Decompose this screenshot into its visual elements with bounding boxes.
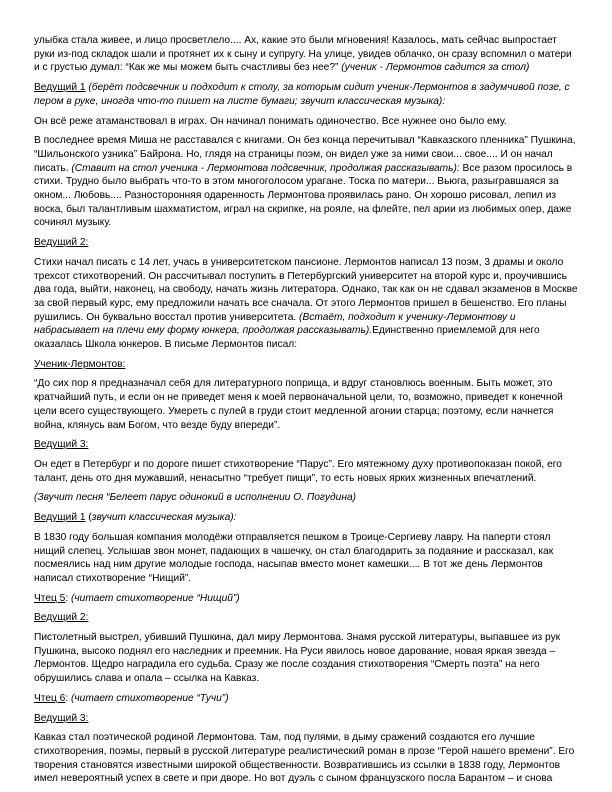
paragraph <box>34 611 580 625</box>
text-run: : <box>65 692 72 704</box>
paragraph <box>34 358 580 372</box>
speaker-label: Ведущий 1 <box>34 512 86 524</box>
speaker-label: Ведущий 1 <box>34 82 86 94</box>
paragraph <box>34 692 580 706</box>
text-run: ( <box>85 512 92 524</box>
paragraph <box>34 115 580 129</box>
text-run: Он едет в Петербург и по дороге пишет стихотворение “Парус”. Его мятежному духу противопоказан покой, его талант, день ото дня мужавший, ненасытно “требует пищи”, то есть новых ярких жизненных впечатлений. <box>34 458 562 484</box>
paragraph <box>34 631 580 686</box>
text-run: Пистолетный выстрел, убивший Пушкина, дал миру Лермонтова. Знамя русской литературы, выпавшее из рук Пушкина, высоко поднял его наследник и преемник. На Руси явилось новое дарование, новая яркая звезда – Лермонтов. Щедро наградила его судьба. Сразу же после создания стихотворения “Смерть поэта” на него обрушились слава и опала – ссылка на Кавказ. <box>34 632 561 685</box>
paragraph <box>34 511 580 525</box>
stage-direction: (берёт подсвечник и подходит к столу, за которым сидит ученик-Лермонтов в задумчивой позе, с пером в руке, иногда что-то пишет на листе бумаги; звучит классическая музыка): <box>34 82 570 107</box>
text-run: Он всё реже атаманствовал в играх. Он начинал понимать одиночество. Все нужнее оно было ему. <box>34 115 507 127</box>
stage-direction: (читает стихотворение “Нищий”) <box>71 592 240 604</box>
paragraph <box>34 592 580 606</box>
paragraph <box>34 731 580 786</box>
text-run: улыбка стала живее, и лицо просветлело.... Ах, какие это были мгновения! Казалось, мать сейчас выпростает руки из-под складок шали и протянет их к сыну и супругу. На улице, увидев облачко, он сразу вспомнил о матери и с грустью думал: “Как же мы можем быть счастливы без нее?” <box>34 35 572 74</box>
paragraph <box>34 377 580 432</box>
speaker-label: Ведущий 3: <box>34 439 89 451</box>
stage-direction: (ученик - Лермонтов садится за стол) <box>341 62 530 74</box>
speaker-label: Чтец 6 <box>34 692 66 704</box>
paragraph <box>34 438 580 452</box>
stage-direction: (Встаёт, подходит к ученику-Лермонтову и набрасывает на плечи ему форму юнкера, продолжая рассказывать). <box>34 311 516 337</box>
paragraph <box>34 712 580 726</box>
paragraph <box>34 491 580 505</box>
speaker-label: Ведущий 3: <box>34 712 89 724</box>
text-run: В 1830 году большая компания молодёжи отправляется пешком в Троице-Сергиеву лавру. На паперти стоял нищий слепец. Услышав звон монет, падающих в чашечку, он стал благодарить за подаяние и рассказал, как посмеялись над ним другие молодые господа, насыпав вместо монет камешки.... В тот же день Лермонтов написал стихотворение “Нищий”. <box>34 531 554 584</box>
paragraph <box>34 34 580 75</box>
speaker-label: Чтец 5 <box>34 592 66 604</box>
text-run: Стихи начал писать с 14 лет, учась в университетском пансионе. Лермонтов написал 13 поэм, 3 драмы и около трехсот стихотворений. Он рассчитывал поступить в Петербургский университет на второй курс и, проучившись два года, выйти, наконец, на свободу, начать жизнь литератора. Однако, так как он не сдавал экзаменов в Москве за свой первый курс, ему предложили начать все сначала. От этого Лермонтов пришел в бешенство. Его планы рушились. Он буквально восстал против университета. <box>34 256 578 323</box>
stage-direction: (читает стихотворение “Тучи”) <box>71 692 229 704</box>
paragraph <box>34 134 580 230</box>
speaker-label: Ведущий 2: <box>34 237 89 249</box>
speaker-label: Ведущий 2: <box>34 612 89 624</box>
stage-direction: звучит классическая музыка): <box>91 512 237 524</box>
text-run: : <box>65 592 72 604</box>
text-run: “До сих пор я предназначал себя для литературного поприща, и вдруг становлюсь военным. Быть может, это кратчайший путь, и если он не приведет меня к моей первоначальной цели, то, возможно, приведет к конечной цели всего существующего. Умереть с пулей в груди стоит медленной агонии старца; поэтому, если начнется война, клянусь вам Богом, что везде буду впереди”. <box>34 378 563 431</box>
text-run: Единственно приемлемой для него оказалась Школа юнкеров. В письме Лермонтов писал: <box>34 325 540 351</box>
stage-direction: (Ставит на стол ученика - Лермонтова подсвечник, продолжая рассказывать): <box>71 162 460 174</box>
paragraph <box>34 531 580 586</box>
paragraph <box>34 236 580 250</box>
paragraph <box>34 81 580 108</box>
speaker-label: Ученик-Лермонтов: <box>34 358 126 370</box>
text-run: Все разом просилось в стихи. Трудно было выбрать что-то в этом многоголосом урагане. Тоска по матери... Вьюга, разыгравшаяся за окном... Любовь.... Разносторонняя одаренность Лермонтова проявилась рано. Он хорошо рисовал, лепил из воска, был талантливым шахматистом, играл на скрипке, на рояле, на флейте, пел арии из любимых опер, даже сочинял музыку. <box>34 162 573 229</box>
document-page <box>34 34 580 792</box>
paragraph <box>34 458 580 485</box>
stage-direction: (Звучит песня “Белеет парус одинокий в исполнении О. Погудина) <box>34 492 357 504</box>
text-run: Кавказ стал поэтической родиной Лермонтова. Там, под пулями, в дыму сражений создаются его лучшие стихотворения, поэмы, первый в русской литературе реалистический роман в прозе “Герой нашего времени”. Его творения становятся известными широкой общественности. Возвратившись из ссылки в 1838 году, Лермонтов имел невероятный успех в свете и при дворе. Но вот дуэль с сыном французского посла Барантом – и снова <box>34 732 575 785</box>
paragraph <box>34 256 580 352</box>
text-run: В последнее время Миша не расставался с книгами. Он без конца перечитывал “Кавказского пленника” Пушкина, “Шильонского узника” Байрона. Но, глядя на страницы поэм, он видел уже за ними свои... свое.... И он начал писать. <box>34 135 576 174</box>
